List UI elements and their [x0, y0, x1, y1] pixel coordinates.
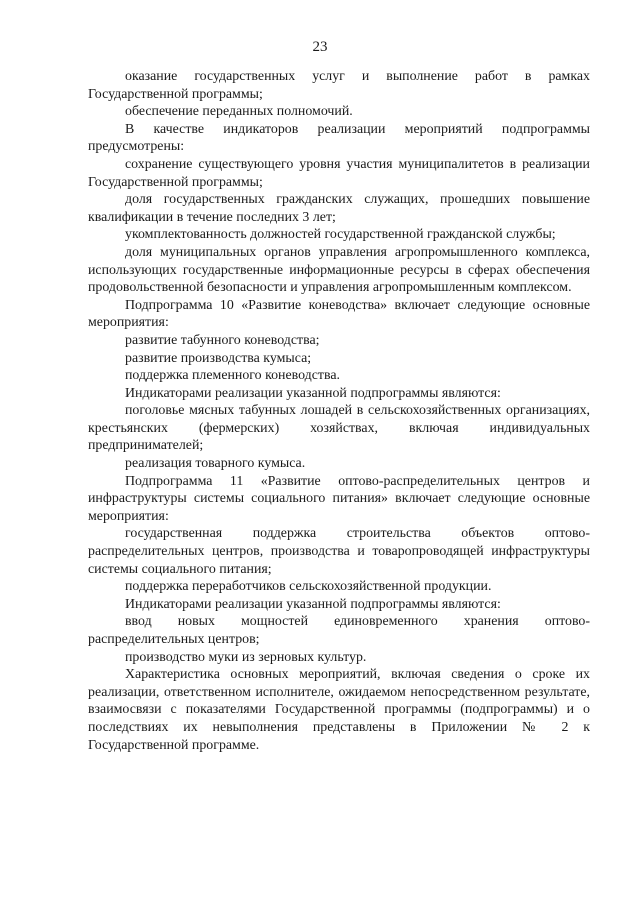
paragraph-8: Подпрограмма 10 «Развитие коневодства» включает следующие основные мероприятия: [88, 297, 590, 331]
paragraph-16: государственная поддержка строительства объектов оптово-распределительных центров, производства и товаропроводящей инфраструктуры системы социального питания; [88, 526, 590, 577]
paragraph-2: обеспечение переданных полномочий. [125, 104, 353, 120]
paragraph-10: развитие производства кумыса; [125, 350, 312, 366]
paragraph-6: укомплектованность должностей государственной гражданской службы; [125, 227, 556, 243]
paragraph-9: развитие табунного коневодства; [125, 332, 320, 348]
paragraph-20: производство муки из зерновых культур. [125, 649, 367, 665]
paragraph-18: Индикаторами реализации указанной подпрограммы являются: [125, 596, 501, 612]
paragraph-13: поголовье мясных табунных лошадей в сельскохозяйственных организациях, крестьянских (фермерских) хозяйствах, включая индивидуальных предпринимателей; [88, 403, 590, 454]
paragraph-1: оказание государственных услуг и выполнение работ в рамках Государственной программы; [88, 69, 590, 102]
paragraph-19: ввод новых мощностей единовременного хранения оптово-распределительных центров; [88, 614, 590, 647]
paragraph-12: Индикаторами реализации указанной подпрограммы являются: [125, 385, 501, 401]
paragraph-15: Подпрограмма 11 «Развитие оптово-распределительных центров и инфраструктуры системы социального питания» включает следующие основные мероприятия: [88, 473, 590, 524]
page-number: 23 [312, 39, 328, 55]
paragraph-14: реализация товарного кумыса. [125, 456, 306, 472]
paragraph-5: доля государственных гражданских служащих, прошедших повышение квалификации в течение последних 3 лет; [88, 192, 590, 225]
paragraph-7: доля муниципальных органов управления агропромышленного комплекса, использующих государственные информационные ресурсы в сферах обеспечения продовольственной безопасности и управления агропромышленным комплексом. [88, 244, 590, 296]
page-body [88, 68, 590, 754]
paragraph-3: В качестве индикаторов реализации мероприятий подпрограммы предусмотрены: [88, 121, 590, 155]
paragraph-11: поддержка племенного коневодства. [125, 368, 340, 384]
paragraph-17: поддержка переработчиков сельскохозяйственной продукции. [125, 579, 492, 595]
paragraph-4: сохранение существующего уровня участия муниципалитетов в реализации Государственной программы; [88, 156, 590, 190]
paragraph-21: Характеристика основных мероприятий, включая сведения о сроке их реализации, ответственном исполнителе, ожидаемом непосредственном результате, взаимосвязи с показателями Государственной программы (подпрограммы) и о последствиях их невыполнения представлены в Приложении № 2 к Государственной программе. [88, 667, 590, 753]
